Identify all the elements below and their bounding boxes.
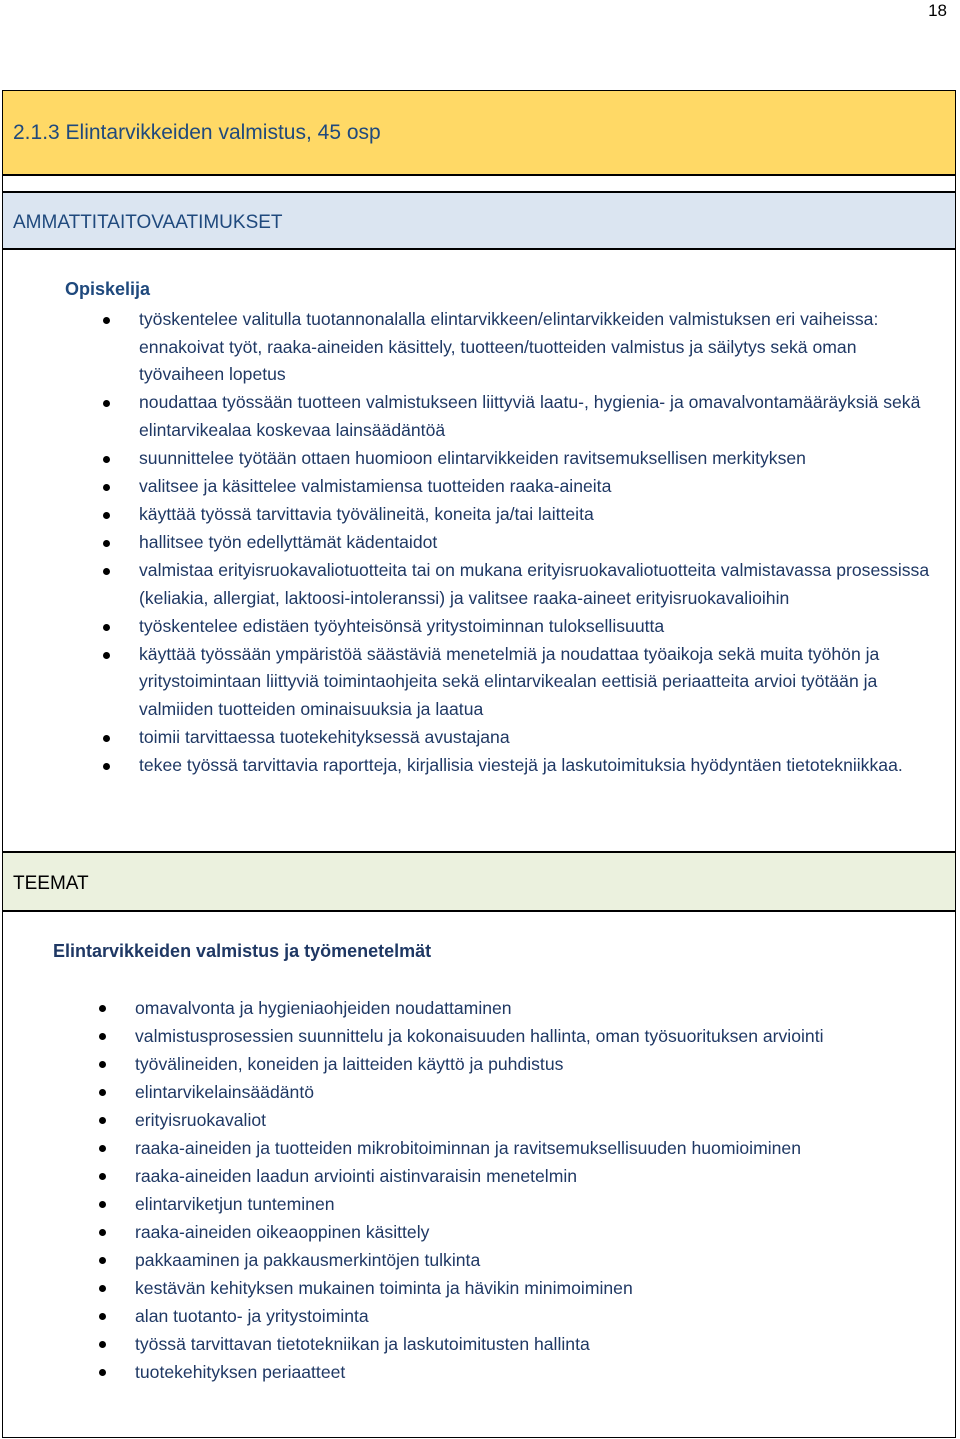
requirements-subheading: Opiskelija xyxy=(65,279,151,299)
list-item: raaka-aineiden ja tuotteiden mikrobitoiminnan ja ravitsemuksellisuuden huomioiminen xyxy=(99,1134,941,1162)
list-item: käyttää työssä tarvittavia työvälineitä, koneita ja/tai laitteita xyxy=(103,501,945,529)
list-item: tekee työssä tarvittavia raportteja, kirjallisia viestejä ja laskutoimituksia hyödyntäen tietotekniikkaa. xyxy=(103,752,945,780)
list-item: elintarviketjun tunteminen xyxy=(99,1190,941,1218)
list-item: omavalvonta ja hygieniaohjeiden noudattaminen xyxy=(99,994,941,1022)
list-item: erityisruokavaliot xyxy=(99,1106,941,1134)
list-item: valitsee ja käsittelee valmistamiensa tuotteiden raaka-aineita xyxy=(103,473,945,501)
requirements-header xyxy=(2,192,956,249)
requirements-heading: AMMATTITAITOVAATIMUKSET xyxy=(13,212,283,233)
list-item: tuotekehityksen periaatteet xyxy=(99,1358,941,1386)
module-title: 2.1.3 Elintarvikkeiden valmistus, 45 osp xyxy=(13,121,381,144)
themes-body xyxy=(2,911,956,1438)
list-item: työskentelee edistäen työyhteisönsä yritystoiminnan tuloksellisuutta xyxy=(103,613,945,641)
list-item: pakkaaminen ja pakkausmerkintöjen tulkinta xyxy=(99,1246,941,1274)
list-item: valmistaa erityisruokavaliotuotteita tai on mukana erityisruokavaliotuotteita valmistavassa prosessissa (keliakia, allergiat, laktoosi-intoleranssi) ja valitsee raaka-aineet erityisruokavalioihin xyxy=(103,557,945,612)
themes-list xyxy=(99,994,941,1386)
list-item: toimii tarvittaessa tuotekehityksessä avustajana xyxy=(103,724,945,752)
page-number: 18 xyxy=(928,1,947,20)
list-item: raaka-aineiden oikeaoppinen käsittely xyxy=(99,1218,941,1246)
list-item: työvälineiden, koneiden ja laitteiden käyttö ja puhdistus xyxy=(99,1050,941,1078)
list-item: raaka-aineiden laadun arviointi aistinvaraisin menetelmin xyxy=(99,1162,941,1190)
list-item: elintarvikelainsäädäntö xyxy=(99,1078,941,1106)
list-item: työssä tarvittavan tietotekniikan ja laskutoimitusten hallinta xyxy=(99,1330,941,1358)
themes-subheading: Elintarvikkeiden valmistus ja työmenetelmät xyxy=(53,941,432,961)
list-item: käyttää työssään ympäristöä säästäviä menetelmiä ja noudattaa työaikoja sekä muita työhön ja yritystoimintaan liittyviä toimintaohjeita sekä elintarvikealan eettisiä periaatteita arvioi työtään ja valmiiden tuotteiden ominaisuuksia ja laatua xyxy=(103,641,945,724)
list-item: valmistusprosessien suunnittelu ja kokonaisuuden hallinta, oman työsuorituksen arviointi xyxy=(99,1022,941,1050)
themes-header xyxy=(2,852,956,911)
themes-heading: TEEMAT xyxy=(13,873,89,894)
requirements-list xyxy=(103,306,945,780)
list-item: noudattaa työssään tuotteen valmistukseen liittyviä laatu-, hygienia- ja omavalvontamääräyksiä sekä elintarvikealaa koskevaa lainsäädäntöä xyxy=(103,389,945,444)
requirements-body xyxy=(2,249,956,852)
list-item: hallitsee työn edellyttämät kädentaidot xyxy=(103,529,945,557)
list-item: suunnittelee työtään ottaen huomioon elintarvikkeiden ravitsemuksellisen merkityksen xyxy=(103,445,945,473)
list-item: työskentelee valitulla tuotannonalalla elintarvikkeen/elintarvikkeiden valmistuksen eri vaiheissa: ennakoivat työt, raaka-aineiden käsittely, tuotteen/tuotteiden valmistus ja säilytys sekä oman työvaiheen lopetus xyxy=(103,306,945,389)
spacer-row xyxy=(2,175,956,192)
list-item: alan tuotanto- ja yritystoiminta xyxy=(99,1302,941,1330)
module-title-box xyxy=(2,90,956,175)
list-item: kestävän kehityksen mukainen toiminta ja hävikin minimoiminen xyxy=(99,1274,941,1302)
